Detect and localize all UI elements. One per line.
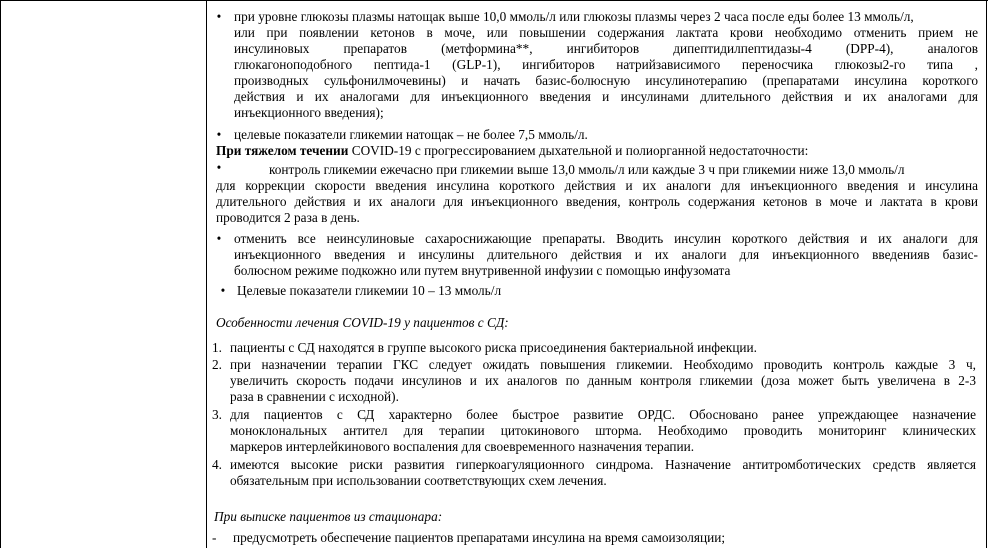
features-heading-text: Особенности лечения COVID-19 у пациентов с СД: (216, 315, 509, 330)
features-item-line: для пациентов с СД характерно более быстрое развитие ОРДС. Обосновано ранее упреждающее назначение (230, 407, 976, 422)
block1-b1-line: производных сульфонилмочевины) и начать базис-болюсную инсулинотерапию (препаратами инсулина короткого (234, 73, 978, 88)
severe-b1-line: для коррекции скорости введения инсулина короткого действия и их аналоги для инъекционного введения и инсулина (216, 178, 978, 193)
features-item-line: обязательным при использовании соответствующих схем лечения. (230, 473, 607, 488)
severe-b1-first: контроль гликемии ежечасно при гликемии выше 13,0 ммоль/л или каждые 3 ч при гликемии ниже 13,0 ммоль/л (269, 162, 905, 177)
features-item-line: моноклональных антител для терапии цитокинового шторма. Необходимо проводить мониторинг клинических (230, 423, 976, 438)
features-item-line: имеются высокие риски развития гиперкоагуляционного синдрома. Назначение антитромботических средств является (230, 457, 976, 472)
list-number: 3. (212, 407, 222, 422)
block1-bullet2: целевые показатели гликемии натощак – не более 7,5 ммоль/л. (234, 127, 588, 142)
features-item-line: раза в сравнении с исходной). (230, 389, 399, 404)
features-heading (216, 315, 509, 331)
severe-b2-line: отменить все неинсулиновые сахароснижающие препараты. Вводить инсулин короткого действия и их аналоги для (234, 231, 978, 246)
severe-b1-line: проводится 2 раза в день. (216, 210, 360, 225)
discharge-heading (214, 509, 442, 525)
bullet-dot: • (216, 127, 222, 142)
table-right-border (986, 0, 987, 548)
features-item-line: при назначении терапии ГКС следует ожидать повышения гликемии. Необходимо проводить контроль каждые 3 ч, (230, 357, 976, 372)
table-column-divider (206, 0, 207, 548)
discharge-item: предусмотреть обеспечение пациентов препаратами инсулина на время самоизоляции; (233, 530, 726, 545)
block1-b1-line: действия и их аналогами для инъекционного введения и инсулинами длительного действия и их аналогами для (234, 89, 978, 104)
list-number: 2. (212, 357, 222, 372)
block1-b1-line: глюкагоноподобного пептида-1 (GLP-1), ингибиторов натрийзависимого переносчика глюкозы2-го типа , (234, 57, 978, 72)
block1-b1-line: или при появлении кетонов в моче, или повышении содержания лактата крови необходимо отменить прием не (234, 25, 978, 40)
bullet-dot: • (216, 160, 222, 175)
dash-marker: - (212, 530, 217, 545)
bullet-dot: • (216, 9, 222, 24)
bullet-dot: • (216, 231, 222, 246)
severe-b2-line: инъекционного введения и инсулины длительного действия и их аналоги для инъекционного введенияв базис- (234, 247, 978, 262)
severe-heading (216, 143, 808, 159)
block1-b1-line: при уровне глюкозы плазмы натощак выше 10,0 ммоль/л или глюкозы плазмы через 2 часа после еды более 13 ммоль/л, (234, 9, 914, 24)
features-item-line: маркеров интерлейкинового воспаления для своевременного назначения терапии. (230, 439, 695, 454)
features-item-line: увеличить скорость подачи инсулинов и их аналогов по данным контроля гликемии (доза может быть увеличена в 2-3 (230, 373, 976, 388)
severe-b2-line: болюсном режиме подкожно или путем внутривенной инфузии с помощью инфузомата (234, 263, 731, 278)
severe-heading-bold: При тяжелом течении (216, 143, 349, 158)
block1-b1-line: инсулиновых препаратов (метформина**, ингибиторов дипептидилпептидазы-4 (DPP-4), аналогов (234, 41, 978, 56)
bullet-dot: • (220, 283, 226, 298)
discharge-heading-text: При выписке пациентов из стационара: (214, 509, 443, 524)
left-empty-cell (1, 1, 205, 547)
features-item-line: пациенты с СД находятся в группе высокого риска присоединения бактериальной инфекции. (230, 340, 757, 355)
severe-b1-line: длительного действия и их аналоги для инъекционного введения, контроль содержания кетонов в моче и лактата в крови (216, 194, 978, 209)
block1-b1-line: инъекционного введения); (234, 105, 384, 120)
list-number: 1. (212, 340, 222, 355)
severe-heading-rest: COVID-19 с прогрессированием дыхательной и полиорганной недостаточности: (348, 143, 809, 158)
severe-bullet3: Целевые показатели гликемии 10 – 13 ммоль/л (237, 283, 502, 298)
list-number: 4. (212, 457, 222, 472)
